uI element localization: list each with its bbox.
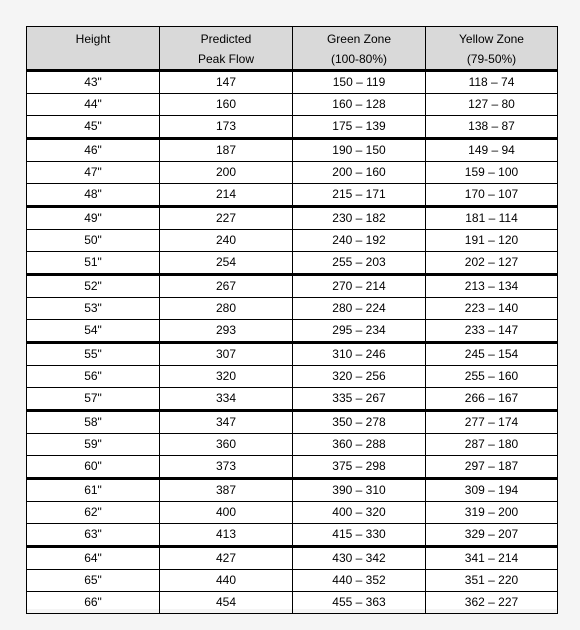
table-row — [27, 570, 558, 592]
cell-green: 400 – 320 — [293, 502, 426, 524]
cell-peak: 147 — [160, 71, 293, 94]
cell-green: 350 – 278 — [293, 411, 426, 434]
cell-yellow: 170 – 107 — [426, 184, 558, 207]
cell-green: 360 – 288 — [293, 434, 426, 456]
header-row — [27, 27, 558, 71]
table-row — [27, 252, 558, 275]
cell-yellow: 341 – 214 — [426, 547, 558, 570]
cell-yellow: 159 – 100 — [426, 162, 558, 184]
cell-height: 66" — [27, 592, 160, 614]
cell-peak: 254 — [160, 252, 293, 275]
cell-peak: 307 — [160, 343, 293, 366]
header-predicted-line-1: Predicted — [200, 32, 252, 46]
cell-green: 175 – 139 — [293, 116, 426, 139]
table-body — [27, 71, 558, 614]
cell-green: 200 – 160 — [293, 162, 426, 184]
cell-height: 64" — [27, 547, 160, 570]
cell-green: 280 – 224 — [293, 298, 426, 320]
cell-peak: 427 — [160, 547, 293, 570]
table-row — [27, 162, 558, 184]
table-row — [27, 343, 558, 366]
header-green-zone — [293, 27, 426, 71]
cell-yellow: 127 – 80 — [426, 94, 558, 116]
cell-height: 58" — [27, 411, 160, 434]
cell-height: 53" — [27, 298, 160, 320]
cell-peak: 320 — [160, 366, 293, 388]
header-green-line-2: (100-80%) — [330, 52, 388, 66]
cell-green: 310 – 246 — [293, 343, 426, 366]
cell-height: 60" — [27, 456, 160, 479]
cell-peak: 360 — [160, 434, 293, 456]
cell-green: 375 – 298 — [293, 456, 426, 479]
cell-yellow: 255 – 160 — [426, 366, 558, 388]
table-row — [27, 434, 558, 456]
cell-green: 160 – 128 — [293, 94, 426, 116]
cell-green: 335 – 267 — [293, 388, 426, 411]
cell-height: 56" — [27, 366, 160, 388]
cell-peak: 267 — [160, 275, 293, 298]
cell-yellow: 223 – 140 — [426, 298, 558, 320]
header-yellow-line-1: Yellow Zone — [459, 32, 524, 46]
cell-peak: 293 — [160, 320, 293, 343]
cell-height: 63" — [27, 524, 160, 547]
header-yellow-line-2: (79-50%) — [466, 52, 517, 66]
table-row — [27, 366, 558, 388]
cell-yellow: 319 – 200 — [426, 502, 558, 524]
cell-yellow: 277 – 174 — [426, 411, 558, 434]
header-yellow-zone — [426, 27, 558, 71]
table-row — [27, 207, 558, 230]
cell-green: 320 – 256 — [293, 366, 426, 388]
cell-peak: 160 — [160, 94, 293, 116]
cell-green: 270 – 214 — [293, 275, 426, 298]
cell-yellow: 118 – 74 — [426, 71, 558, 94]
cell-green: 215 – 171 — [293, 184, 426, 207]
cell-yellow: 309 – 194 — [426, 479, 558, 502]
cell-peak: 387 — [160, 479, 293, 502]
table-row — [27, 502, 558, 524]
header-green-line-1: Green Zone — [326, 32, 392, 46]
cell-height: 61" — [27, 479, 160, 502]
document-page — [26, 26, 557, 609]
cell-yellow: 245 – 154 — [426, 343, 558, 366]
cell-green: 440 – 352 — [293, 570, 426, 592]
header-predicted-peak-flow — [160, 27, 293, 71]
cell-peak: 240 — [160, 230, 293, 252]
table-row — [27, 320, 558, 343]
cell-peak: 200 — [160, 162, 293, 184]
cell-green: 415 – 330 — [293, 524, 426, 547]
cell-height: 65" — [27, 570, 160, 592]
cell-green: 255 – 203 — [293, 252, 426, 275]
cell-height: 50" — [27, 230, 160, 252]
cell-peak: 413 — [160, 524, 293, 547]
cell-yellow: 191 – 120 — [426, 230, 558, 252]
cell-height: 57" — [27, 388, 160, 411]
table-row — [27, 184, 558, 207]
cell-yellow: 202 – 127 — [426, 252, 558, 275]
cell-height: 52" — [27, 275, 160, 298]
cell-yellow: 297 – 187 — [426, 456, 558, 479]
cell-yellow: 266 – 167 — [426, 388, 558, 411]
cell-peak: 373 — [160, 456, 293, 479]
cell-yellow: 233 – 147 — [426, 320, 558, 343]
cell-peak: 214 — [160, 184, 293, 207]
cell-green: 295 – 234 — [293, 320, 426, 343]
table-row — [27, 71, 558, 94]
cell-height: 45" — [27, 116, 160, 139]
cell-height: 59" — [27, 434, 160, 456]
cell-peak: 440 — [160, 570, 293, 592]
cell-yellow: 287 – 180 — [426, 434, 558, 456]
cell-peak: 187 — [160, 139, 293, 162]
cell-yellow: 149 – 94 — [426, 139, 558, 162]
cell-height: 62" — [27, 502, 160, 524]
cell-height: 47" — [27, 162, 160, 184]
cell-height: 54" — [27, 320, 160, 343]
cell-peak: 400 — [160, 502, 293, 524]
table-header — [27, 27, 558, 71]
table-row — [27, 547, 558, 570]
table-row — [27, 275, 558, 298]
header-height-label: Height — [75, 32, 111, 46]
cell-green: 430 – 342 — [293, 547, 426, 570]
cell-height: 44" — [27, 94, 160, 116]
cell-peak: 347 — [160, 411, 293, 434]
cell-green: 455 – 363 — [293, 592, 426, 614]
table-row — [27, 524, 558, 547]
cell-peak: 454 — [160, 592, 293, 614]
cell-yellow: 213 – 134 — [426, 275, 558, 298]
cell-height: 43" — [27, 71, 160, 94]
cell-yellow: 329 – 207 — [426, 524, 558, 547]
table-row — [27, 230, 558, 252]
table-row — [27, 592, 558, 614]
cell-green: 230 – 182 — [293, 207, 426, 230]
cell-height: 49" — [27, 207, 160, 230]
cell-peak: 173 — [160, 116, 293, 139]
cell-peak: 334 — [160, 388, 293, 411]
cell-yellow: 181 – 114 — [426, 207, 558, 230]
table-row — [27, 411, 558, 434]
cell-height: 55" — [27, 343, 160, 366]
cell-height: 46" — [27, 139, 160, 162]
table-row — [27, 479, 558, 502]
table-row — [27, 298, 558, 320]
cell-green: 240 – 192 — [293, 230, 426, 252]
cell-peak: 280 — [160, 298, 293, 320]
cell-green: 390 – 310 — [293, 479, 426, 502]
header-predicted-line-2: Peak Flow — [197, 52, 255, 66]
cell-height: 51" — [27, 252, 160, 275]
table-row — [27, 139, 558, 162]
table-row — [27, 116, 558, 139]
cell-peak: 227 — [160, 207, 293, 230]
header-height — [27, 27, 160, 71]
cell-green: 190 – 150 — [293, 139, 426, 162]
cell-yellow: 351 – 220 — [426, 570, 558, 592]
peak-flow-table — [26, 26, 558, 614]
cell-yellow: 138 – 87 — [426, 116, 558, 139]
table-row — [27, 456, 558, 479]
cell-green: 150 – 119 — [293, 71, 426, 94]
table-row — [27, 388, 558, 411]
table-row — [27, 94, 558, 116]
cell-yellow: 362 – 227 — [426, 592, 558, 614]
cell-height: 48" — [27, 184, 160, 207]
